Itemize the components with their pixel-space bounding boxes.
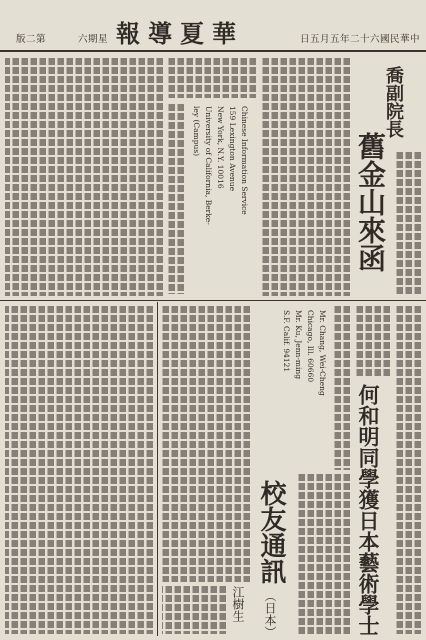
address-line: ley (Campus) — [192, 106, 201, 157]
body-text-column — [162, 586, 226, 634]
article2-headline: 何和明同學獲日本藝術學士 — [356, 384, 381, 636]
address-line: Chinese Information Service — [240, 106, 249, 215]
masthead-divider — [0, 50, 426, 52]
body-text-column — [396, 152, 421, 296]
address-line: 159 Lexington Avenue — [228, 106, 237, 192]
address-line: New York, N.Y. 10016 — [216, 106, 225, 189]
page-number: 第二版 — [16, 34, 47, 45]
address-line: University of California, Berke- — [204, 106, 213, 225]
article3-subhead: （日本） — [263, 590, 277, 638]
address-block — [186, 104, 250, 294]
body-text-column — [5, 306, 153, 634]
contact-line: Mr. Chang, Wei-Cheng — [318, 310, 327, 396]
article3-headline: 校友通訊 — [256, 480, 286, 584]
section-divider — [0, 300, 426, 301]
column-divider — [157, 302, 158, 636]
article1-headline-top: 喬副院長 — [383, 66, 404, 138]
contacts-block — [272, 308, 328, 468]
body-text-column — [332, 306, 350, 470]
body-text-column — [162, 306, 250, 582]
body-text-column — [394, 306, 421, 634]
body-text-column — [168, 58, 256, 98]
body-text-column — [298, 474, 350, 634]
body-text-column — [356, 306, 390, 378]
issue-date: 中華民國六十二年五月五日 — [299, 34, 420, 45]
newspaper-title: 華夏導報 — [116, 19, 244, 48]
weekday: 星期六 — [78, 34, 109, 45]
body-text-column — [168, 104, 184, 294]
body-text-column — [262, 58, 350, 296]
contact-line: Chicago, Ill. 60660 — [306, 310, 315, 383]
body-text-column — [5, 58, 163, 296]
contact-line: Mr. Ku, Jenn-ming — [294, 310, 303, 380]
article3-byline: 江樹生 — [231, 586, 245, 622]
article1-headline-main: 舊金山來函 — [354, 132, 387, 272]
contact-line: S.F. Calif. 94121 — [282, 310, 291, 373]
